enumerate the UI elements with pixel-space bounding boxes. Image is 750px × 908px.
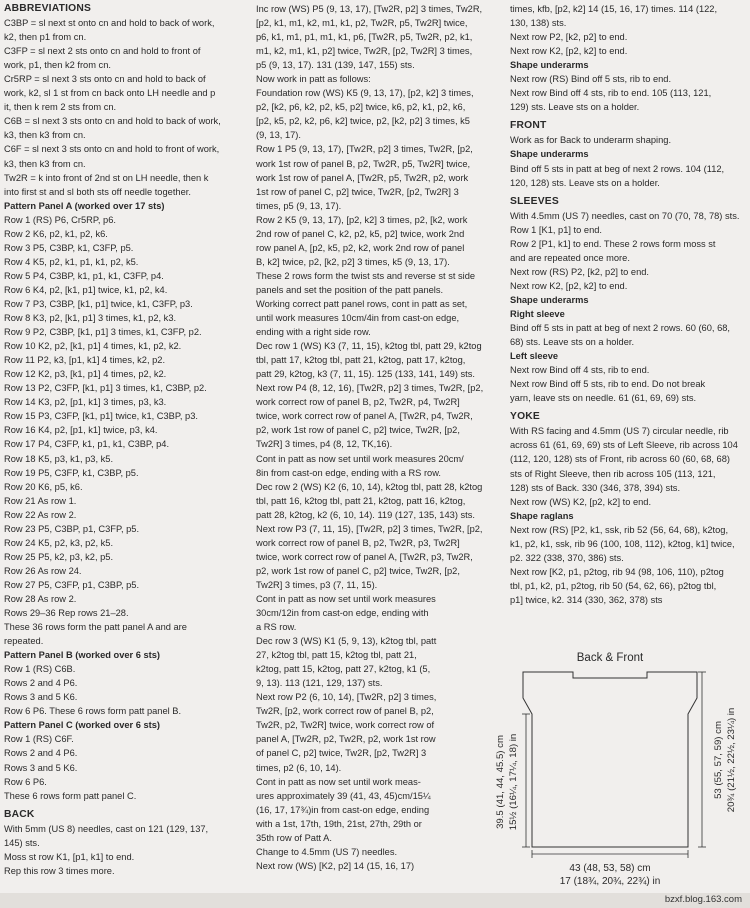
text-line: Next row (RS) Bind off 5 sts, rib to end. [510, 74, 672, 85]
text-line: Row 14 K3, p2, [p1, k1] 3 times, p3, k3. [4, 397, 167, 408]
text-line: k2tog, patt 15, k2tog, patt 27, k2tog, k1 (5, [256, 664, 431, 675]
text-line: Bind off 5 sts in patt at beg of next 2 rows. 104 (112, [510, 163, 725, 174]
text-line: Row 1 (RS) C6B. [4, 664, 76, 675]
text-line: Row 15 P3, C3FP, [k1, p1] twice, k1, C3BP, p3. [4, 411, 198, 422]
subheading: Shape underarms [510, 149, 589, 160]
text-line: Next row (WS) K2, [p2, k2] to end. [510, 496, 652, 507]
text-line: across 61 (61, 69, 69) sts of Left Sleeve, rib across 104 [510, 440, 738, 451]
text-line: Row 10 K2, p2, [k1, p1] 4 times, k1, p2, k2. [4, 341, 182, 352]
text-line: C3BP = sl next st onto cn and hold to back of work, [4, 18, 215, 29]
text-line: With 5mm (US 8) needles, cast on 121 (129, 137, [4, 823, 209, 834]
text-line: sts of Right Sleeve, then rib across 105 (113, 121, [510, 468, 716, 479]
text-line: k1, p2, k1, ssk, rib 96 (100, 108, 112), k2tog, k1] twice, [510, 538, 735, 549]
text-line: Tw2R, p2, Tw2R] twice, work correct row of [256, 720, 435, 731]
text-line: until work measures 10cm/4in from cast-on edge, [256, 313, 460, 324]
text-line: work, p1, then k2 from cn. [4, 60, 111, 71]
text-line: Cont in patt as now set until work measures 20cm/ [256, 453, 464, 464]
text-line: Bind off 5 sts in patt at beg of next 2 rows. 60 (60, 68, [510, 323, 730, 334]
subheading: Left sleeve [510, 351, 559, 362]
text-line: Next row (RS) [P2, k1, ssk, rib 52 (56, 64, 68), k2tog, [510, 524, 729, 535]
text-line: k3, then k3 from cn. [4, 158, 86, 169]
text-line: it, then k rem 2 sts from cn. [4, 102, 117, 113]
section-heading: SLEEVES [510, 195, 559, 207]
text-line: Rows 3 and 5 K6. [4, 692, 78, 703]
text-line: 120, 128) sts. Leave sts on a holder. [510, 177, 660, 188]
text-line: Tw2R] 3 times, p3 (7, 11, 15). [256, 579, 378, 590]
text-line: [p2, k1, m1, k2, m1, k1, p2, Tw2R, p5, Tw2R] twice, [256, 18, 468, 29]
text-line: p5 (9, 13, 17). 131 (139, 147, 155) sts. [256, 60, 415, 71]
text-line: Row 7 P3, C3BP, [k1, p1] twice, k1, C3FP, p3. [4, 298, 193, 309]
text-line: Next row (WS) [K2, p2] 14 (15, 16, 17) [256, 860, 415, 871]
text-line: (16, 17, 17¾)in from cast-on edge, ending [256, 804, 430, 815]
text-line: tbl, patt 17, k2tog tbl, patt 21, k2tog, patt 17, k2tog, [256, 355, 466, 366]
text-line: 1st row of panel C, p2] twice, Tw2R, [p2, Tw2R] 3 [256, 186, 459, 197]
section-heading: YOKE [510, 411, 540, 423]
text-line: Next row P4 (8, 12, 16), [Tw2R, p2] 3 times, Tw2R, [p2, [256, 383, 484, 394]
text-line: B, k2] twice, p2, [k2, p2] 3 times, k5 (9, 13, 17). [256, 256, 450, 267]
text-line: Row 21 As row 1. [4, 495, 77, 506]
text-line: patt 28, k2tog, k2 (6, 10, 14). 119 (127, 135, 143) sts. [256, 509, 475, 520]
text-line: Row 9 P2, C3BP, [k1, p1] 3 times, k1, C3FP, p2. [4, 327, 202, 338]
subheading: Right sleeve [510, 308, 565, 319]
footer-site: bzxf.blog.163.com [664, 894, 742, 905]
text-line: Rows 29–36 Rep rows 21–28. [4, 608, 129, 619]
section-heading: BACK [4, 808, 35, 820]
text-line: Row 4 K5, p2, k1, p1, k1, p2, k5. [4, 256, 139, 267]
text-line: Row 12 K2, p3, [k1, p1] 4 times, p2, k2. [4, 369, 167, 380]
text-line: Tw2R = k into front of 2nd st on LH needle, then k [4, 172, 209, 183]
text-line: 145) sts. [4, 837, 40, 848]
text-line: Change to 4.5mm (US 7) needles. [256, 846, 398, 857]
text-line: ures approximately 39 (41, 43, 45)cm/15¼ [256, 790, 431, 801]
text-line: 130, 138) sts. [510, 18, 567, 29]
text-line: 68) sts. Leave sts on a holder. [510, 337, 635, 348]
text-line: [p2, k5, p2, k2, p6, k2] twice, p2, [k2, p2] 3 times, k5 [256, 116, 470, 127]
text-line: m1, k2, m1, k1, p2] twice, Tw2R, [p2, Tw2R] 3 times, [256, 46, 473, 57]
text-line: Foundation row (WS) K5 (9, 13, 17), [p2, k2] 3 times, [256, 88, 474, 99]
text-line: Row 1 P5 (9, 13, 17), [Tw2R, p2] 3 times, Tw2R, [p2, [256, 144, 473, 155]
text-line: Work as for Back to underarm shaping. [510, 135, 672, 146]
diagram-title: Back & Front [576, 652, 644, 664]
text-line: Row 16 K4, p2, [p1, k1] twice, p3, k4. [4, 425, 158, 436]
text-line: Row 5 P4, C3BP, k1, p1, k1, C3FP, p4. [4, 270, 164, 281]
text-line: 30cm/12in from cast-on edge, ending with [256, 608, 429, 619]
text-line: times, p5 (9, 13, 17). [256, 200, 342, 211]
text-line: Next row P2, [k2, p2] to end. [510, 32, 628, 43]
text-line: Row 18 K5, p3, k1, p3, k5. [4, 453, 114, 464]
text-line: Next row Bind off 5 sts, rib to end. Do not break [510, 379, 706, 390]
width-cm-label: 43 (48, 53, 58) cm [569, 863, 651, 874]
text-line: Next row (RS) P2, [k2, p2] to end. [510, 266, 649, 277]
text-column-2 [256, 2, 496, 873]
text-line: k2, then p1 from cn. [4, 32, 87, 43]
text-line: Rows 2 and 4 P6. [4, 678, 78, 689]
text-line: Cont in patt as now set until work measures [256, 593, 436, 604]
text-line: p2, work 1st row of panel C, p2] twice, Tw2R, [p2, [256, 565, 460, 576]
text-line: These 36 rows form the patt panel A and are [4, 622, 187, 633]
text-line: k3, then k3 from cn. [4, 130, 86, 141]
text-line: p6, k1, m1, p1, m1, k1, p6, [Tw2R, p5, Tw2R, p2, k1, [256, 32, 473, 43]
text-line: into first st and sl both sts off needle together. [4, 186, 191, 197]
text-line: Row 6 K4, p2, [k1, p1] twice, k1, p2, k4. [4, 284, 168, 295]
text-line: with a 1st, 17th, 19th, 21st, 27th, 29th or [256, 818, 422, 829]
text-line: Row 1 [K1, p1] to end. [510, 224, 602, 235]
text-line: These 6 rows form patt panel C. [4, 790, 137, 801]
text-line: Row 17 P4, C3FP, k1, p1, k1, C3BP, p4. [4, 439, 170, 450]
text-line: 128) sts of Back. 330 (346, 378, 394) sts. [510, 482, 681, 493]
text-line: Next row Bind off 4 sts, rib to end. [510, 365, 650, 376]
text-line: panel A, [Tw2R, p2, Tw2R, p2, work 1st row [256, 734, 436, 745]
text-line: 129) sts. Leave sts on a holder. [510, 102, 640, 113]
width-in-label: 17 (18¾, 20¾, 22¾) in [559, 876, 661, 887]
text-line: Row 23 P5, C3BP, p1, C3FP, p5. [4, 523, 140, 534]
text-line: p2. 322 (338, 370, 386) sts. [510, 552, 624, 563]
text-line: patt 29, k2tog, k3 (7, 11, 15). 125 (133, 141, 149) sts. [256, 369, 475, 380]
text-line: Row 13 P2, C3FP, [k1, p1] 3 times, k1, C3BP, p2. [4, 383, 207, 394]
text-line: tbl, patt 16, k2tog tbl, patt 21, k2tog, patt 16, k2tog, [256, 495, 466, 506]
text-line: Next row P3 (7, 11, 15), [Tw2R, p2] 3 times, Tw2R, [p2, [256, 523, 483, 534]
text-line: Cr5RP = sl next 3 sts onto cn and hold to back of [4, 74, 206, 85]
text-line: Row 6 P6. These 6 rows form patt panel B. [4, 706, 182, 717]
section-heading: FRONT [510, 120, 547, 132]
text-line: ending with a right side row. [256, 327, 371, 338]
text-line: C6B = sl next 3 sts onto cn and hold to back of work, [4, 116, 221, 127]
text-line: Row 8 K3, p2, [k1, p1] 3 times, k1, p2, k3. [4, 313, 177, 324]
text-line: Next row P2 (6, 10, 14), [Tw2R, p2] 3 times, [256, 692, 437, 703]
text-line: work correct row of panel B, p2, Tw2R, p4, Tw2R] [256, 397, 460, 408]
text-line: Rows 3 and 5 K6. [4, 762, 78, 773]
text-line: Working correct patt panel rows, cont in patt as set, [256, 298, 468, 309]
footer-bar [0, 893, 750, 908]
text-line: Row 24 K5, p2, k3, p2, k5. [4, 537, 114, 548]
text-line: of panel C, p2] twice, Tw2R, [p2, Tw2R] 3 [256, 748, 427, 759]
subheading: Pattern Panel B (worked over 6 sts) [4, 650, 161, 661]
subheading: Pattern Panel A (worked over 17 sts) [4, 200, 165, 211]
text-line: Cont in patt as now set until work meas- [256, 776, 421, 787]
text-line: With 4.5mm (US 7) needles, cast on 70 (70, 78, 78) sts. [510, 210, 740, 221]
text-line: 35th row of Patt A. [256, 832, 332, 843]
section-heading: ABBREVIATIONS [4, 3, 92, 14]
text-line: Row 2 [P1, k1] to end. These 2 rows form moss st [510, 238, 716, 249]
text-line: work 1st row of panel A, [Tw2R, p5, Tw2R, p2, work [256, 172, 469, 183]
text-line: Row 1 (RS) C6F. [4, 734, 74, 745]
text-line: Row 27 P5, C3FP, p1, C3BP, p5. [4, 579, 140, 590]
length-in-label: 20¾ (21½, 22½, 23¼) in [726, 707, 737, 813]
garment-outline [523, 672, 697, 847]
text-line: Next row K2, [p2, k2] to end. [510, 46, 628, 57]
schematic-diagram [470, 642, 750, 892]
text-line: Row 2 K5 (9, 13, 17), [p2, k2] 3 times, p2, [k2, work [256, 214, 468, 225]
text-line: yarn, leave sts on needle. 61 (61, 69, 69) sts. [510, 393, 697, 404]
text-line: 8in from cast-on edge, ending with a RS row. [256, 467, 442, 478]
text-line: Row 26 As row 24. [4, 565, 82, 576]
text-column-1 [4, 2, 244, 878]
text-line: 2nd row of panel C, k2, p2, k5, p2] twice, work 2nd [256, 228, 465, 239]
text-line: times, p2 (6, 10, 14). [256, 762, 342, 773]
text-line: repeated. [4, 636, 44, 647]
text-line: Rows 2 and 4 P6. [4, 748, 78, 759]
text-line: work, k2, sl 1 st from cn back onto LH needle and p [4, 88, 216, 99]
text-line: C3FP = sl next 2 sts onto cn and hold to front of [4, 46, 201, 57]
text-line: twice, work correct row of panel A, [Tw2R, p4, Tw2R, [256, 411, 473, 422]
text-line: p1] twice, k2. 314 (330, 362, 378) sts [510, 594, 663, 605]
text-line: Row 3 P5, C3BP, k1, C3FP, p5. [4, 242, 134, 253]
text-line: and are repeated once more. [510, 252, 630, 263]
text-line: Rep this row 3 times more. [4, 865, 115, 876]
text-line: Now work in patt as follows: [256, 74, 371, 85]
text-line: Next row K2, [p2, k2] to end. [510, 280, 628, 291]
text-line: Row 2 K6, p2, k1, p2, k6. [4, 228, 108, 239]
subheading: Shape underarms [510, 60, 589, 71]
text-line: Row 25 P5, k2, p3, k2, p5. [4, 551, 114, 562]
text-line: Row 19 P5, C3FP, k1, C3BP, p5. [4, 467, 139, 478]
text-line: (9, 13, 17). [256, 130, 301, 141]
text-line: Row 20 K6, p5, k6. [4, 481, 83, 492]
subheading: Shape raglans [510, 510, 574, 521]
text-line: These 2 rows form the twist sts and reverse st st side [256, 270, 476, 281]
subheading: Shape underarms [510, 294, 589, 305]
text-line: p2, [k2, p6, k2, p2, k5, p2] twice, k6, p2, k1, p2, k6, [256, 102, 466, 113]
text-line: Inc row (WS) P5 (9, 13, 17), [Tw2R, p2] 3 times, Tw2R, [256, 4, 483, 14]
text-line: Next row [K2, p1, p2tog, rib 94 (98, 106, 110), p2tog [510, 566, 724, 577]
text-line: C6F = sl next 3 sts onto cn and hold to front of work, [4, 144, 220, 155]
text-line: work correct row of panel B, p2, Tw2R, p3, Tw2R] [256, 537, 460, 548]
text-line: Row 1 (RS) P6, Cr5RP, p6. [4, 214, 116, 225]
text-line: 9, 13). 113 (121, 129, 137) sts. [256, 678, 383, 689]
text-line: Row 11 P2, k3, [p1, k1] 4 times, k2, p2. [4, 355, 166, 366]
text-line: Row 6 P6. [4, 776, 47, 787]
subheading: Pattern Panel C (worked over 6 sts) [4, 720, 161, 731]
text-line: Row 28 As row 2. [4, 593, 77, 604]
text-line: p2, work 1st row of panel C, p2] twice, Tw2R, [p2, [256, 425, 460, 436]
text-line: work 1st row of panel B, p2, Tw2R, p5, Tw2R] twice, [256, 158, 471, 169]
text-line: Dec row 2 (WS) K2 (6, 10, 14), k2tog tbl, patt 28, k2tog [256, 481, 483, 492]
side-cm-label: 39.5 (41, 44, 45.5) cm [495, 735, 506, 829]
text-line: a RS row. [256, 622, 297, 633]
side-in-label: 15½ (16¼, 17¼, 18) in [508, 733, 519, 831]
text-line: twice, work correct row of panel A, [Tw2R, p3, Tw2R, [256, 551, 473, 562]
text-line: Dec row 3 (WS) K1 (5, 9, 13), k2tog tbl, patt [256, 636, 437, 647]
text-line: Dec row 1 (WS) K3 (7, 11, 15), k2tog tbl, patt 29, k2tog [256, 341, 482, 352]
text-line: panels and set the position of the patt panels. [256, 284, 444, 295]
text-line: With RS facing and 4.5mm (US 7) circular needle, rib [510, 426, 729, 437]
text-line: Tw2R] 3 times, p4 (8, 12, TK,16). [256, 439, 393, 450]
text-line: Moss st row K1, [p1, k1] to end. [4, 851, 135, 862]
text-line: tbl, p1, k2, p1, p2tog, rib 50 (54, 62, 66), p2tog tbl, [510, 580, 717, 591]
text-line: times, kfb, [p2, k2] 14 (15, 16, 17) times. 114 (122, [510, 4, 718, 14]
text-line: Tw2R, [p2, work correct row of panel B, p2, [256, 706, 434, 717]
text-line: (112, 120, 128) sts of Front, rib across 60 (60, 68, 68) [510, 454, 730, 465]
text-column-3 [510, 2, 748, 607]
text-line: 27, k2tog tbl, patt 15, k2tog tbl, patt 21, [256, 650, 417, 661]
text-line: Next row Bind off 4 sts, rib to end. 105 (113, 121, [510, 88, 712, 99]
text-line: Row 22 As row 2. [4, 509, 77, 520]
text-line: row panel A, [p2, k5, p2, k2, work 2nd row of panel [256, 242, 465, 253]
length-cm-label: 53 (55, 57, 59) cm [713, 721, 724, 799]
